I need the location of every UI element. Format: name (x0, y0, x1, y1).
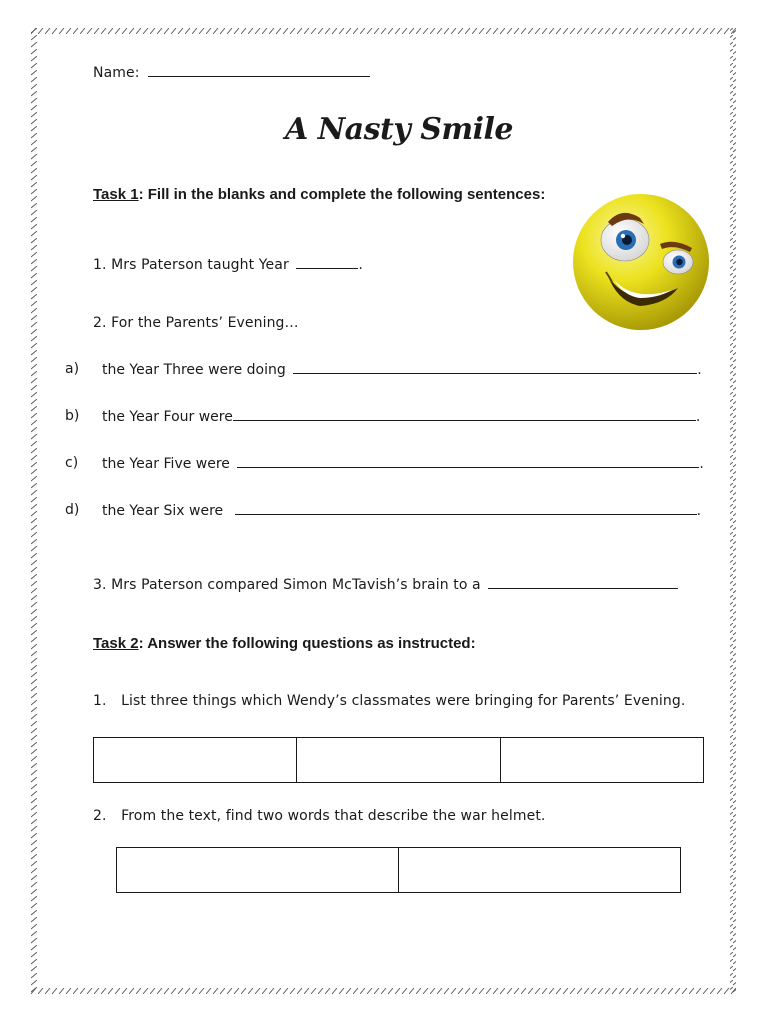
task2-question-2 (93, 808, 545, 824)
sub-item-text: the Year Five were (102, 456, 230, 472)
sub-item-letter: a) (65, 361, 80, 377)
sub-item-d (0, 502, 768, 522)
question-1-text: 1. Mrs Paterson taught Year (93, 257, 289, 273)
task1-label: Task 1 (93, 186, 139, 203)
task2-question-1 (93, 693, 685, 709)
sub-item-blank[interactable] (237, 455, 699, 468)
period: . (696, 503, 702, 519)
period: . (699, 456, 704, 472)
sub-item-text: the Year Four were (102, 409, 233, 425)
task2-instruction: : Answer the following questions as instructed: (138, 635, 476, 652)
question-text: List three things which Wendy’s classmates were bringing for Parents’ Evening. (121, 693, 686, 709)
answer-cell-2[interactable] (399, 848, 681, 893)
answer-table-three (93, 737, 704, 783)
task1-heading (93, 186, 545, 203)
sub-item-text: the Year Six were (102, 503, 224, 519)
task1-question-3 (93, 576, 678, 593)
answer-cell-1[interactable] (94, 738, 297, 783)
question-3-blank[interactable] (488, 576, 678, 589)
task2-label: Task 2 (93, 635, 139, 652)
table-row (117, 848, 681, 893)
sub-item-letter: d) (65, 502, 80, 518)
question-3-text: 3. Mrs Paterson compared Simon McTavish’s brain to a (93, 577, 481, 593)
sub-item-letter: c) (65, 455, 79, 471)
task1-question-2: 2. For the Parents’ Evening… (93, 315, 299, 331)
task1-question-1 (93, 256, 363, 273)
sub-item-text: the Year Three were doing (102, 362, 286, 378)
sub-item-c (0, 455, 768, 475)
table-row (94, 738, 704, 783)
name-blank[interactable] (148, 64, 370, 77)
period: . (697, 362, 702, 378)
task2-heading (93, 635, 476, 652)
period: . (695, 409, 701, 425)
name-field-row (93, 64, 370, 81)
sub-item-blank[interactable] (293, 361, 697, 374)
task1-instruction: : Fill in the blanks and complete the following sentences: (138, 186, 546, 203)
answer-table-two (116, 847, 681, 893)
sub-item-row (102, 455, 704, 472)
nasty-smiley-face-icon (570, 192, 712, 332)
sub-item-row (102, 502, 701, 519)
sub-item-b (0, 408, 768, 428)
question-number: 2. (93, 808, 107, 824)
answer-cell-3[interactable] (500, 738, 703, 783)
sub-item-row (102, 361, 702, 378)
sub-item-a (0, 361, 768, 381)
answer-cell-2[interactable] (297, 738, 500, 783)
answer-cell-1[interactable] (117, 848, 399, 893)
sub-item-blank[interactable] (233, 408, 696, 421)
name-label: Name: (93, 65, 140, 81)
sub-item-row (102, 408, 700, 425)
question-1-blank[interactable] (296, 256, 358, 269)
question-text: From the text, find two words that describe the war helmet. (121, 808, 546, 824)
page-title: A Nasty Smile (285, 112, 513, 147)
period: . (358, 257, 363, 273)
question-number: 1. (93, 693, 107, 709)
sub-item-blank[interactable] (235, 502, 697, 515)
sub-item-letter: b) (65, 408, 80, 424)
